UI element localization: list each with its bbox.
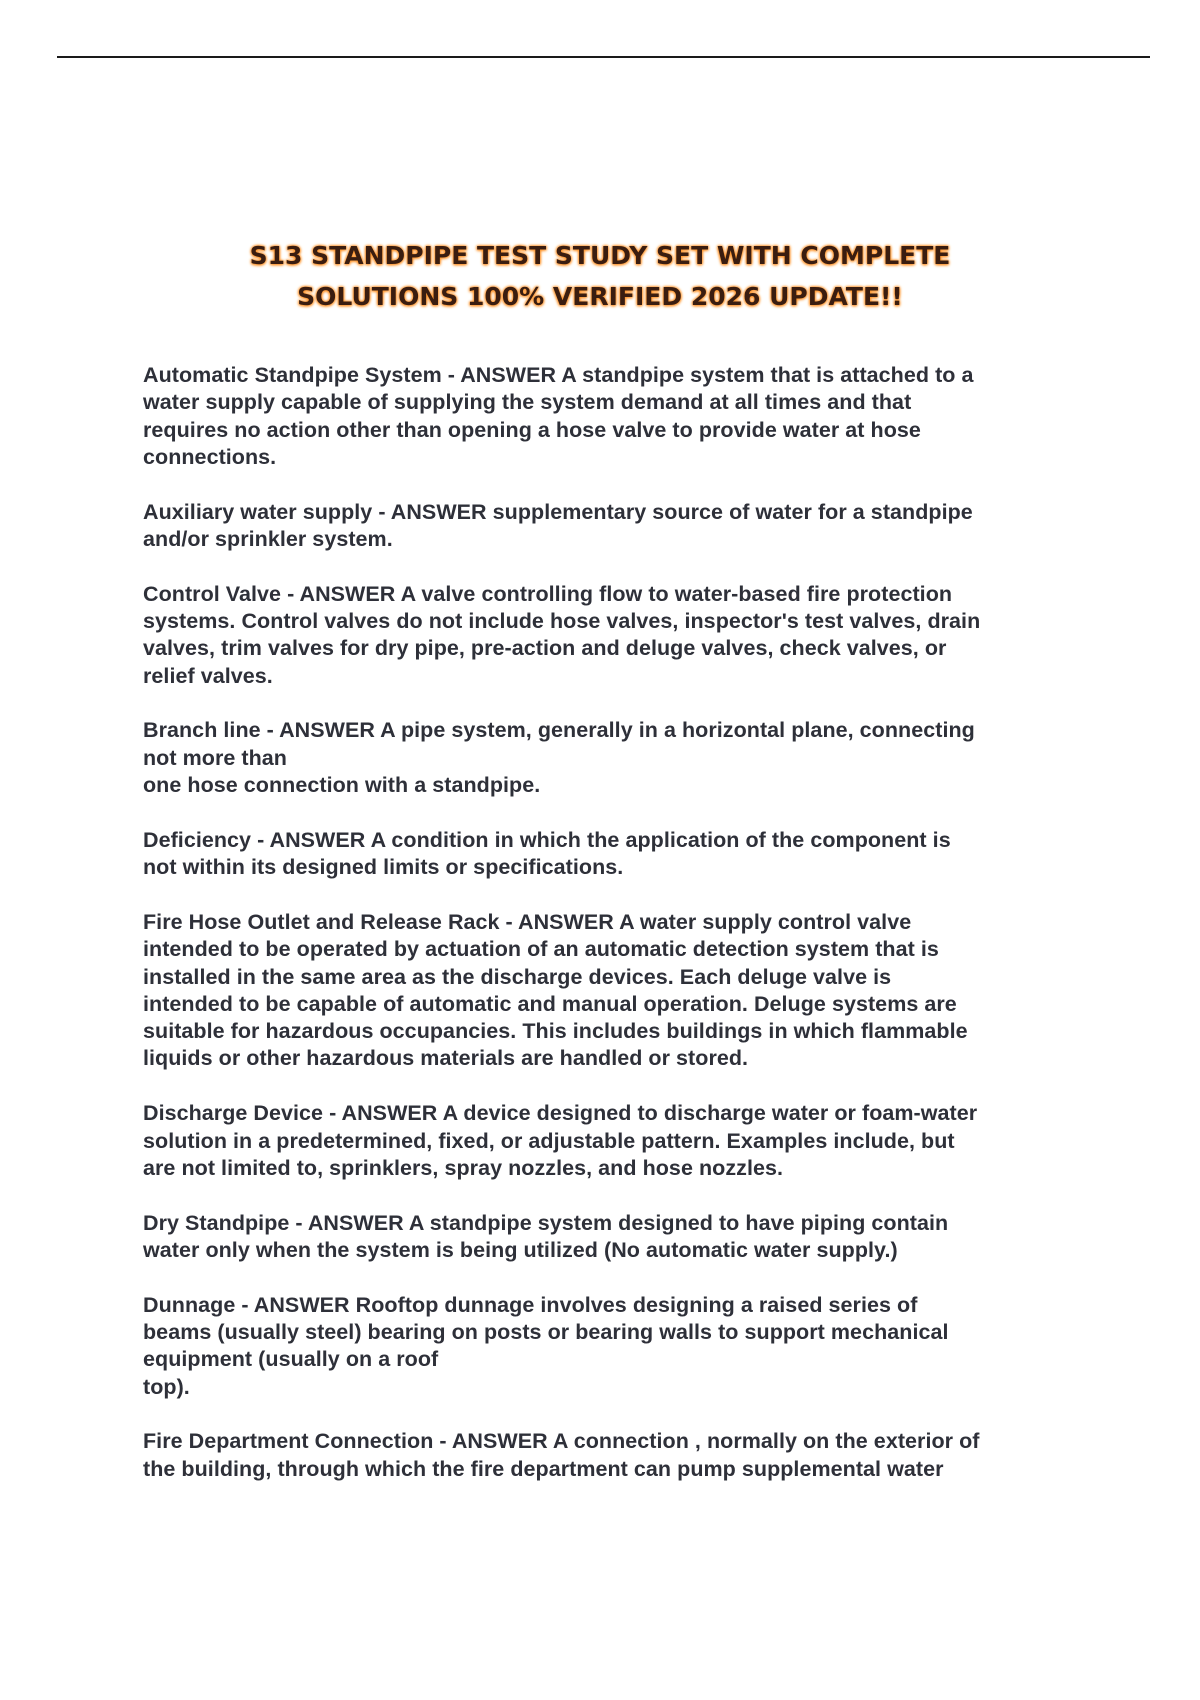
entry-line: Branch line - ANSWER A pipe system, generally in a horizontal plane, connecting [143,718,975,743]
entry-line: water supply capable of supplying the system demand at all times and that [143,390,912,415]
entry-fire-hose-outlet-and-release-rack [143,909,1083,1073]
entry-line: Discharge Device - ANSWER A device designed to discharge water or foam-water [143,1101,978,1126]
entry-line: valves, trim valves for dry pipe, pre-action and deluge valves, check valves, or [143,636,947,661]
entry-fire-department-connection [143,1428,1083,1483]
entry-deficiency [143,827,1083,882]
entry-line: Deficiency - ANSWER A condition in which the application of the component is [143,827,951,852]
entry-line: the building, through which the fire department can pump supplemental water [143,1456,944,1481]
entry-line: intended to be capable of automatic and manual operation. Deluge systems are [143,991,957,1016]
entry-line: top). [143,1374,190,1399]
entry-line: installed in the same area as the discharge devices. Each deluge valve is [143,964,892,989]
entry-line: and/or sprinkler system. [143,526,393,551]
entry-line: water only when the system is being utilized (No automatic water supply.) [143,1237,898,1262]
entry-automatic-standpipe-system [143,362,1083,471]
entry-dunnage [143,1292,1083,1401]
entry-branch-line [143,717,1083,799]
entry-control-valve [143,581,1083,690]
entry-line: connections. [143,444,277,469]
entry-line: liquids or other hazardous materials are handled or stored. [143,1046,749,1071]
entry-list [143,362,1083,1511]
entry-line: not within its designed limits or specifications. [143,855,624,880]
document-title [150,235,1050,317]
entry-line: beams (usually steel) bearing on posts or bearing walls to support mechanical [143,1320,949,1345]
entry-line: Control Valve - ANSWER A valve controlling flow to water-based fire protection [143,581,953,606]
entry-line: equipment (usually on a roof [143,1347,439,1372]
entry-line: suitable for hazardous occupancies. This includes buildings in which flammable [143,1019,968,1044]
entry-dry-standpipe [143,1210,1083,1265]
entry-line: not more than [143,745,287,770]
entry-line: requires no action other than opening a hose valve to provide water at hose [143,417,921,442]
entry-line: intended to be operated by actuation of an automatic detection system that is [143,937,939,962]
entry-line: Fire Hose Outlet and Release Rack - ANSWER A water supply control valve [143,909,912,934]
entry-line: Auxiliary water supply - ANSWER supplementary source of water for a standpipe [143,499,973,524]
entry-line: relief valves. [143,663,273,688]
top-rule [57,56,1150,58]
entry-line: systems. Control valves do not include hose valves, inspector's test valves, drain [143,609,981,634]
entry-line: one hose connection with a standpipe. [143,773,541,798]
entry-line: Dunnage - ANSWER Rooftop dunnage involves designing a raised series of [143,1292,918,1317]
entry-line: Automatic Standpipe System - ANSWER A standpipe system that is attached to a [143,363,974,387]
title-line-1: S13 STANDPIPE TEST STUDY SET WITH COMPLETE [249,240,951,270]
entry-line: solution in a predetermined, fixed, or adjustable pattern. Examples include, but [143,1128,955,1153]
entry-auxiliary-water-supply [143,499,1083,554]
entry-line: are not limited to, sprinklers, spray nozzles, and hose nozzles. [143,1155,784,1180]
entry-line: Fire Department Connection - ANSWER A connection , normally on the exterior of [143,1429,980,1454]
entry-line: Dry Standpipe - ANSWER A standpipe system designed to have piping contain [143,1210,949,1235]
entry-discharge-device [143,1100,1083,1182]
title-line-2: SOLUTIONS 100% VERIFIED 2026 UPDATE!! [297,281,903,311]
